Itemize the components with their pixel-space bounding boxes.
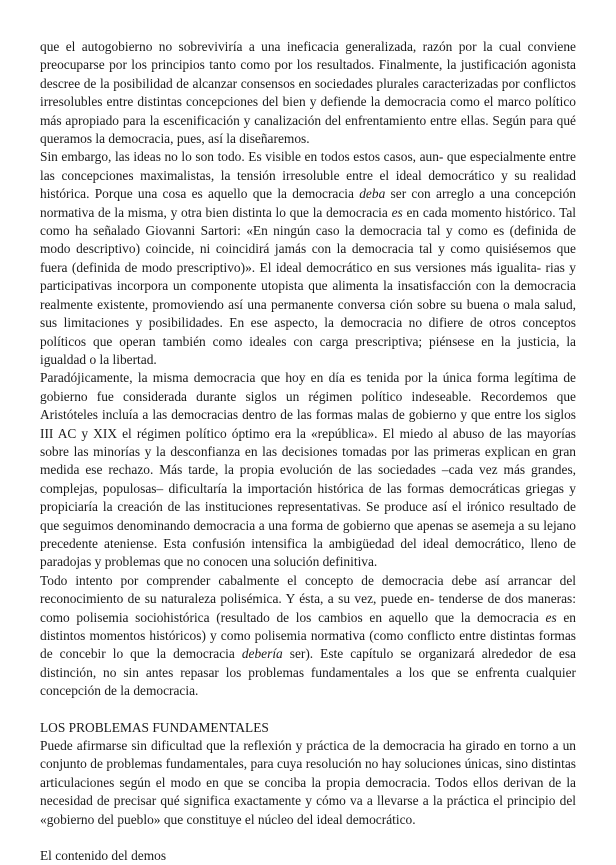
paragraph-text: en distintos momentos históricos) y como polisemia normativa (como conflicto entre distintas formas de concebir lo que la democracia [40,609,576,662]
emphasis-deberia: debería [241,646,283,662]
paragraph-text: ser con arreglo a una concepción normativa de la misma, y otra bien distinta lo que la democracia [40,186,577,220]
paragraph-text: ser). Este capítulo se organizará alrededor de esa distinción, no sin antes repasar los problemas fundamentales a los que se enfrenta cualquier concepción de la democracia. [40,646,577,699]
paragraph-text: Sin embargo, las ideas no lo son todo. Es visible en todos estos casos, aun- que especialmente entre las concepciones maximalistas, la tensión irresoluble entre el ideal democrático y su realidad histórica. Porque una cosa es aquello que la democracia [40,149,576,202]
document-page [40,38,576,865]
subsection-heading: El contenido del demos [40,848,167,864]
section-heading: LOS PROBLEMAS FUNDAMENTALES [40,719,269,735]
emphasis-deba: deba [359,186,386,202]
paragraph-polysemy [40,572,576,701]
paragraph-text: en cada momento histórico. Tal como ha señalado Giovanni Sartori: «En ningún caso la democracia tal y como es (definida de modo descriptivo) coincide, ni coincidirá jamás con la democracia tal y como quisiésemos que fuera (definida de modo prescriptivo)». El ideal democrático en sus versiones más igualita- rias y participativas incorpora un componente utopista que alimenta la insatisfacción con la democracia realmente existente, promoviendo así una permanente conversa ción sobre su buena o mala salud, sus limitaciones y posibilidades. En ese aspecto, la democracia no difiere de otros conceptos políticos que operan también como ideales con carga prescriptiva; piénsese en la justicia, la igualdad o la libertad. [40,204,577,367]
emphasis-es: es [391,204,403,220]
paragraph-ideal-vs-reality [40,148,576,369]
paragraph-agonist-justification: que el autogobierno no sobreviviría a una ineficacia generalizada, razón por la cual conviene preocuparse por los principios tanto como por los resultados. Finalmente, la justificación agonista descree de la posibilidad de alcanzar consensos en sociedades plurales caracterizadas por conflictos irresolubles entre distintas concepciones del bien y defiende la democracia como el marco político más apropiado para la escenificación y canalización del enfrentamiento entre ellas. Según para qué queramos la democracia, pues, así la diseñaremos. [40,39,576,147]
paragraph-historical-paradox: Paradójicamente, la misma democracia que hoy en día es tenida por la única forma legítima de gobierno fue considerada durante siglos un régimen político indeseable. Recordemos que Aristóteles incluía a las democracias dentro de las formas malas de gobierno y que entre los siglos III AC y XIX el régimen político óptimo era la «república». El miedo al abuso de las mayorías sobre las minorías y la desconfianza en las decisiones tomadas por las primeras explican en gran medida ese rechazo. Más tarde, la propia evolución de las sociedades –cada vez más grandes, complejas, populosas– dificultaría la importación histórica de las formas democráticas griegas y propiciaría la creación de las instituciones representativas. Se produce así el irónico resultado de que seguimos denominando democracia a una forma de gobierno que apenas se asemeja a su lejano precedente ateniense. Esta confusión intensifica la ambigüedad del ideal democrático, lleno de paradojas y problemas que no conocen una solución definitiva. [40,370,576,570]
paragraph-fundamental-problems: Puede afirmarse sin dificultad que la reflexión y práctica de la democracia ha girado en torno a un conjunto de problemas fundamentales, para cuya resolución no hay soluciones únicas, sino distintas articulaciones según el modo en que se conciba la propia democracia. Todos ellos derivan de la necesidad de precisar qué significa exactamente y cómo va a llevarse a la práctica el principio del «gobierno del pueblo» que constituye el núcleo del ideal democrático. [40,738,576,827]
emphasis-es: es [545,609,557,625]
paragraph-text: Todo intento por comprender cabalmente el concepto de democracia debe así arrancar del reconocimiento de su naturaleza polisémica. Y ésta, a su vez, puede en- tenderse de dos maneras: como polisemia sociohistórica (resultado de los cambios en aquello que la democracia [40,572,576,625]
